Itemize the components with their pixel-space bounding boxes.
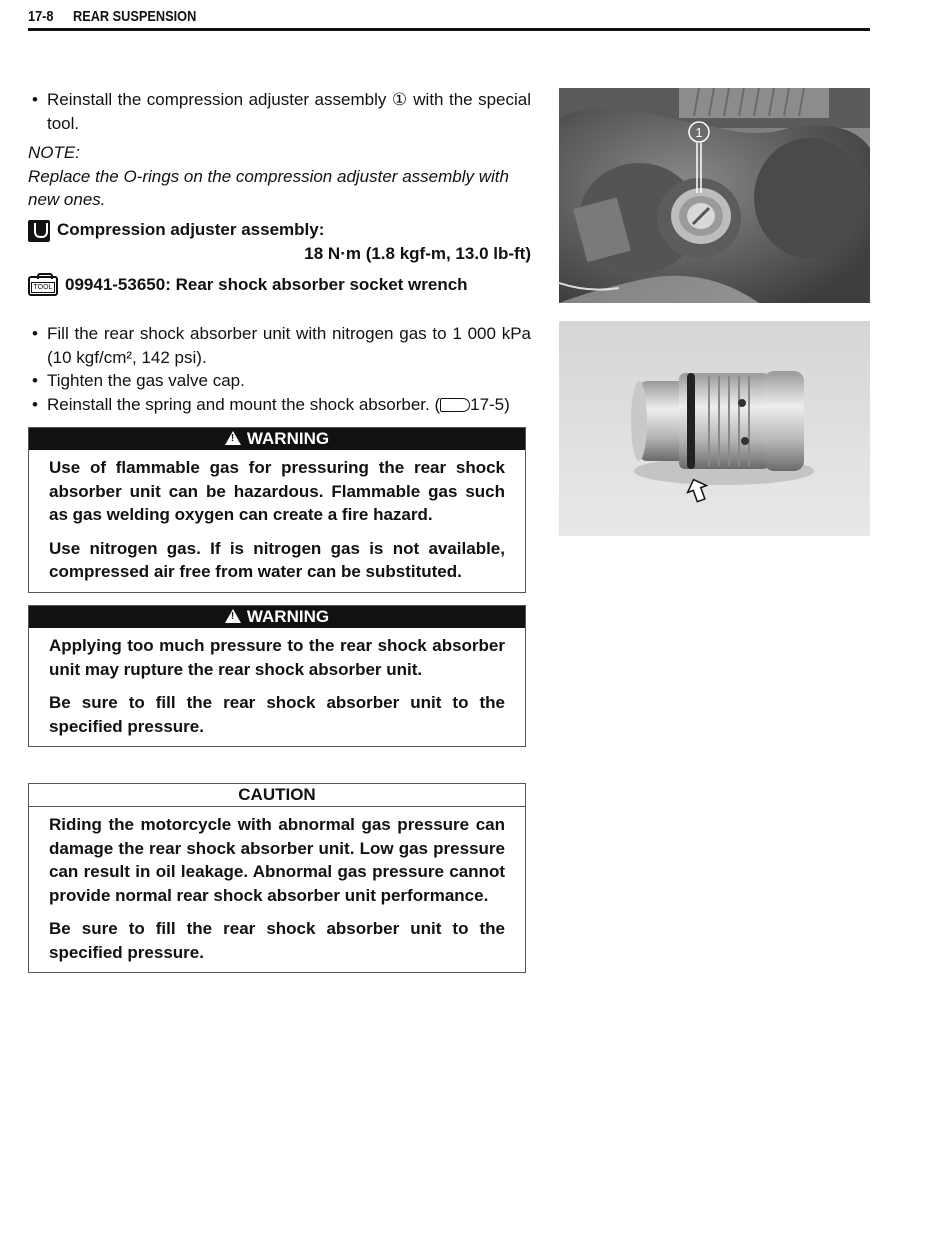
section-title: REAR SUSPENSION — [73, 8, 197, 25]
page-header — [28, 6, 870, 31]
warning-body-2 — [29, 628, 525, 746]
photo-compression-adjuster — [559, 88, 870, 303]
warning-header-1 — [29, 428, 525, 450]
photo-compression-adjuster-image — [559, 88, 870, 303]
warning-box-1 — [28, 427, 526, 593]
step2-block — [28, 322, 531, 416]
step1-bullet: • Reinstall the compression adjuster assembly ① with the special tool. — [28, 88, 531, 135]
caution-paragraph: Be sure to fill the rear shock absorber unit to the specified pressure. — [49, 919, 505, 962]
reinstall-text: Reinstall the spring and mount the shock absorber. ( — [47, 394, 441, 414]
torque-wrench-icon — [28, 220, 50, 242]
warning-triangle-icon — [225, 609, 241, 623]
caution-body — [29, 807, 525, 972]
torque-spec — [28, 220, 531, 268]
special-tool — [28, 275, 531, 299]
note-text: Replace the O-rings on the compression adjuster assembly with new ones. — [28, 166, 509, 209]
special-tool-text: 09941-53650: Rear shock absorber socket wrench — [65, 275, 468, 294]
step1-block — [28, 88, 531, 212]
warning-triangle-icon — [225, 431, 241, 445]
step2-bullet-tighten: • Tighten the gas valve cap. — [28, 369, 531, 393]
warning-body-1 — [29, 450, 525, 592]
caution-header: CAUTION — [29, 784, 525, 807]
torque-spec-value: 18 N·m (1.8 kgf-m, 13.0 lb-ft) — [304, 244, 531, 263]
warning2-paragraph: Applying too much pressure to the rear shock absorber unit may rupture the rear shock absorber unit. — [49, 636, 505, 679]
photo-adjuster-o-ring — [559, 321, 870, 536]
warning-title-2: WARNING — [246, 607, 330, 626]
tool-icon-label: TOOL — [31, 282, 55, 293]
tool-icon — [28, 276, 58, 296]
warning1-paragraph: Use nitrogen gas. If is nitrogen gas is not available, compressed air free from water can be substituted. — [49, 538, 505, 581]
step2-bullet-reinstall — [28, 393, 531, 417]
warning-title-1: WARNING — [246, 429, 330, 448]
page-number: 17-8 — [28, 8, 54, 25]
reinstall-ref: 17-5) — [470, 394, 510, 414]
photo-adjuster-o-ring-image — [559, 321, 870, 536]
warning-header-2 — [29, 606, 525, 628]
caution-box — [28, 783, 526, 973]
warning2-paragraph: Be sure to fill the rear shock absorber unit to the specified pressure. — [49, 693, 505, 736]
caution-paragraph: Riding the motorcycle with abnormal gas pressure can damage the rear shock absorber unit. Low gas pressure can result in oil leakage. Abnormal gas pressure cannot provide normal rear shock absorber unit performance. — [49, 815, 505, 905]
warning1-paragraph: Use of flammable gas for pressuring the rear shock absorber unit can be hazardous. Flammable gas such as gas welding oxygen can create a fire hazard. — [49, 458, 505, 524]
page-reference-icon — [440, 398, 470, 412]
torque-spec-label: Compression adjuster assembly: — [57, 220, 325, 239]
warning-box-2 — [28, 605, 526, 747]
step2-bullet-fill: • Fill the rear shock absorber unit with nitrogen gas to 1 000 kPa (10 kgf/cm², 142 psi). — [28, 322, 531, 369]
photo1-callout: 1 — [695, 125, 703, 140]
note-label: NOTE: — [28, 143, 80, 162]
